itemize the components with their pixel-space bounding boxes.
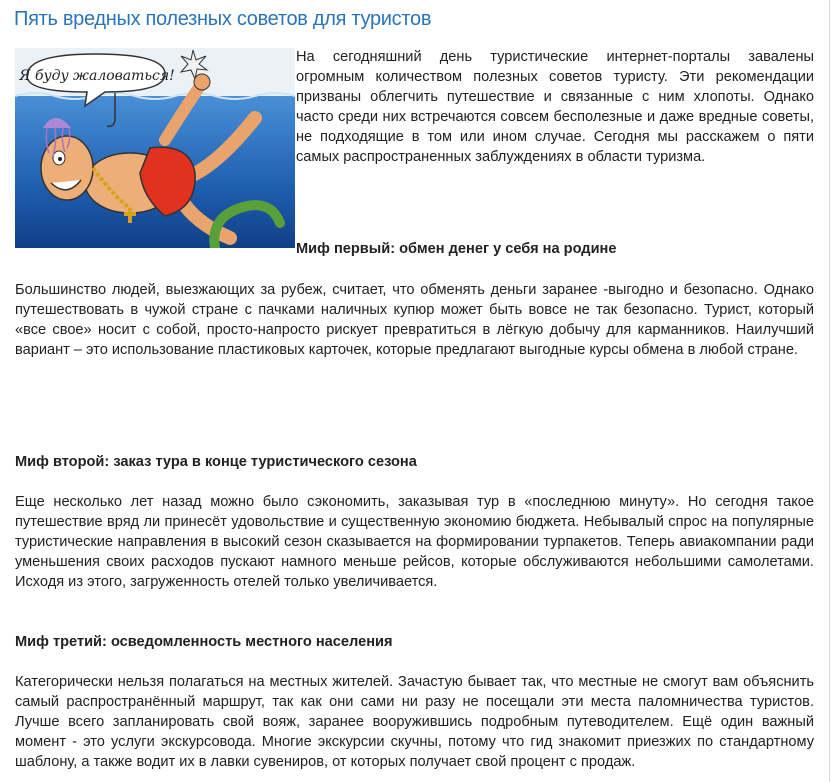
article-illustration (15, 48, 295, 248)
cartoon-drowning-tourist-icon (15, 48, 295, 248)
page-border (829, 0, 830, 782)
myth-2-heading: Миф второй: заказ тура в конце туристического сезона (15, 454, 417, 470)
myth-1-paragraph: Большинство людей, выезжающих за рубеж, считает, что обменять деньги заранее -выгодно и безопасно. Однако путешествовать в чужой стране с пачками наличных купюр может быть вовсе не так безопасно. Турист, который «все свое» носит с собой, просто-напросто рискует превратиться в лёгкую добычу для карманников. Наилучший вариант – это использование пластиковых карточек, которые предлагают выгодные курсы обмена в любой стране. (15, 282, 814, 358)
myth-1-heading: Миф первый: обмен денег у себя на родине (296, 241, 617, 257)
myth-3-paragraph: Категорически нельзя полагаться на местных жителей. Зачастую бывает так, что местные не смогут вам объяснить самый распространённый маршрут, так как они сами ни разу не посещали эти места паломничества туристов. Лучше всего запланировать свой вояж, заранее вооружившись подробным путеводителем. Ещё один важный момент - это услуги экскурсовода. Многие экскурсии скучны, потому что гид знакомит приезжих по стандартному шаблону, а также водит их в лавки сувениров, от которых получает свой процент с продаж. (15, 674, 814, 770)
article-title[interactable]: Пять вредных полезных советов для туристов (14, 8, 432, 30)
myth-2-paragraph: Еще несколько лет назад можно было сэкономить, заказывая тур в «последнюю минуту». Но сегодня такое путешествие вряд ли принесёт удовольствие и существенную экономию бюджета. Небывалый спрос на популярные туристические направления в высокий сезон сказывается на формировании турпакетов. Теперь авиакомпании ради уменьшения своих расходов пускают намного меньше рейсов, которые обслуживаются небольшими самолетами. Исходя из этого, загруженность отелей только увеличивается. (15, 494, 814, 590)
intro-paragraph: На сегодняшний день туристические интернет-порталы завалены огромным количеством полезных советов туристу. Эти рекомендации призваны облегчить путешествие и связанные с ним хлопоты. Однако часто среди них встречаются совсем бесполезные и даже вредные советы, не подходящие в том или ином случае. Сегодня мы расскажем о пяти самых распространенных заблуждениях в области туризма. (296, 49, 814, 165)
speech-bubble-text: Я буду жаловаться! (19, 68, 175, 84)
myth-3-heading: Миф третий: осведомленность местного населения (15, 634, 393, 650)
